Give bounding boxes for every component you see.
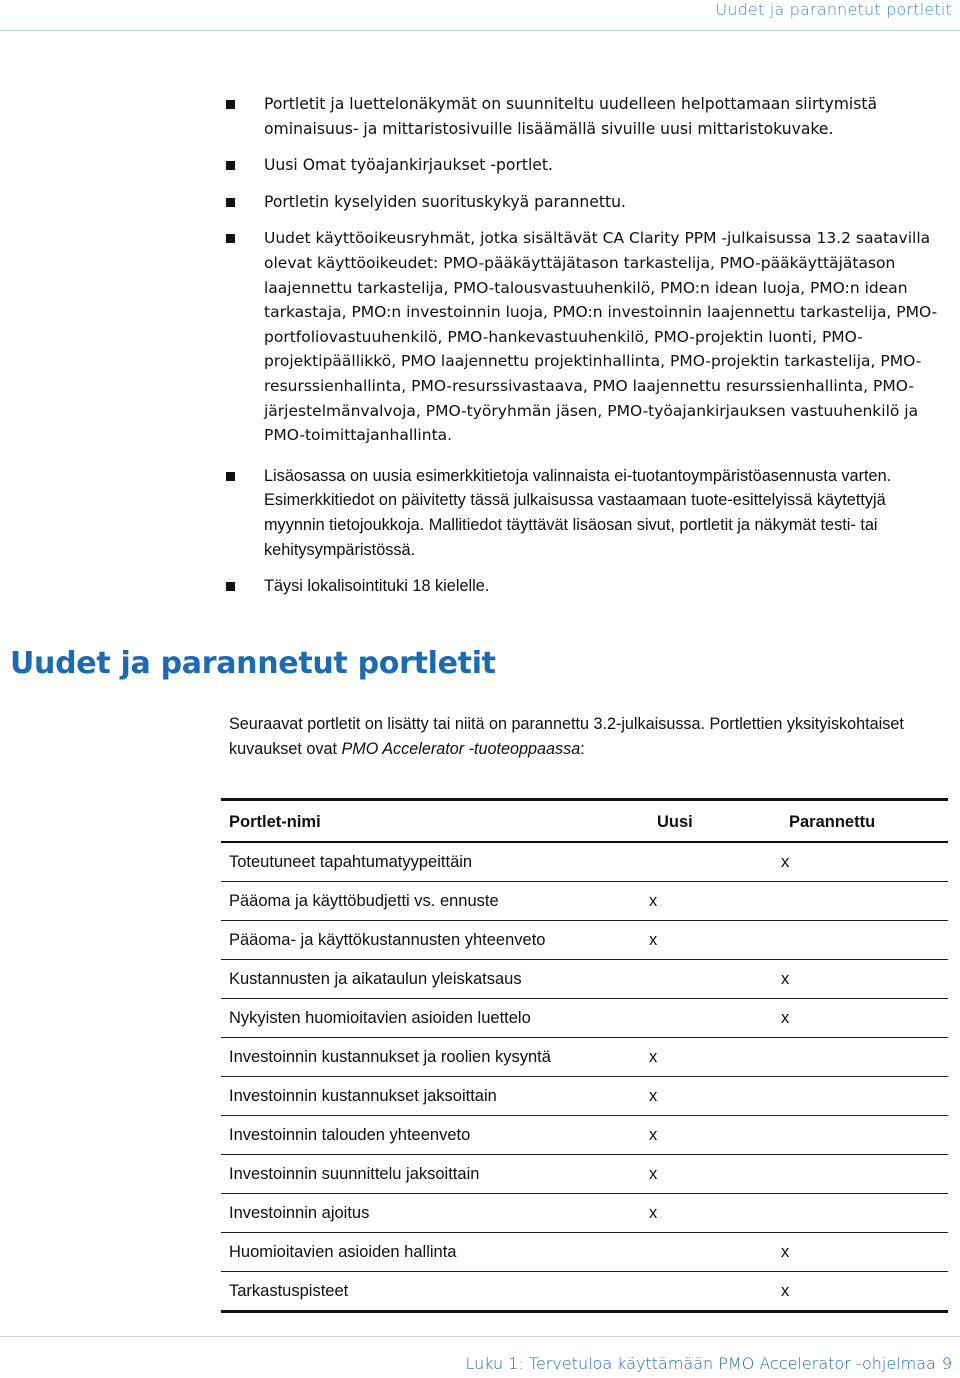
cell-new-mark: x xyxy=(649,921,781,960)
table-row xyxy=(221,1272,948,1312)
bullet-text: Täysi lokalisointituki 18 kielelle. xyxy=(264,577,490,596)
footer-chapter: Luku 1: Tervetuloa käyttämään PMO Accelerator -ohjelmaa xyxy=(465,1354,936,1373)
cell-new-mark: x xyxy=(649,1116,781,1155)
section-intro xyxy=(229,712,929,761)
bullet-square-icon xyxy=(226,582,235,591)
cell-portlet-name: Tarkastuspisteet xyxy=(221,1272,649,1312)
column-header-improved: Parannettu xyxy=(781,800,948,843)
cell-new-mark xyxy=(649,1272,781,1312)
bullet-square-icon xyxy=(226,100,235,109)
guide-title: PMO Accelerator -tuoteoppaassa xyxy=(341,739,581,758)
cell-portlet-name: Investoinnin ajoitus xyxy=(221,1194,649,1233)
table-row xyxy=(221,960,948,999)
bullet-square-icon xyxy=(226,198,235,207)
cell-improved-mark: x xyxy=(781,960,948,999)
cell-improved-mark xyxy=(781,1116,948,1155)
intro-end: : xyxy=(580,739,585,758)
section-title: Uudet ja parannetut portletit xyxy=(10,646,496,681)
cell-new-mark: x xyxy=(649,1194,781,1233)
table-row xyxy=(221,921,948,960)
cell-improved-mark xyxy=(781,1077,948,1116)
header-rule xyxy=(0,30,960,31)
bullet-text: Uusi Omat työajankirjaukset -portlet. xyxy=(264,156,553,175)
cell-new-mark xyxy=(649,842,781,882)
cell-improved-mark: x xyxy=(781,1233,948,1272)
cell-portlet-name: Investoinnin kustannukset ja roolien kysyntä xyxy=(221,1038,649,1077)
cell-portlet-name: Huomioitavien asioiden hallinta xyxy=(221,1233,649,1272)
table-row xyxy=(221,1038,948,1077)
intro-text: Seuraavat portletit on lisätty tai niitä on parannettu 3.2-julkaisussa. Portlettien yksityiskohtaiset kuvaukset ovat xyxy=(229,715,904,758)
bullet-text: Portletin kyselyiden suorituskykyä parannettu. xyxy=(264,192,626,211)
running-header: Uudet ja parannetut portletit xyxy=(715,0,952,19)
column-header-new: Uusi xyxy=(649,800,781,843)
table-row xyxy=(221,1194,948,1233)
table-header-row xyxy=(221,800,948,843)
cell-new-mark: x xyxy=(649,1038,781,1077)
bullet-item xyxy=(0,92,960,141)
cell-portlet-name: Investoinnin kustannukset jaksoittain xyxy=(221,1077,649,1116)
cell-new-mark: x xyxy=(649,1155,781,1194)
cell-new-mark xyxy=(649,960,781,999)
cell-improved-mark xyxy=(781,882,948,921)
cell-new-mark: x xyxy=(649,1077,781,1116)
cell-improved-mark xyxy=(781,1038,948,1077)
cell-portlet-name: Kustannusten ja aikataulun yleiskatsaus xyxy=(221,960,649,999)
cell-improved-mark: x xyxy=(781,1272,948,1312)
cell-improved-mark xyxy=(781,1155,948,1194)
table-row xyxy=(221,1233,948,1272)
bullet-text: Portletit ja luettelonäkymät on suunniteltu uudelleen helpottamaan siirtymistä ominaisuus- ja mittaristosivuille lisäämällä sivuille uusi mittaristokuvake. xyxy=(264,95,878,138)
cell-portlet-name: Toteutuneet tapahtumatyypeittäin xyxy=(221,842,649,882)
cell-improved-mark: x xyxy=(781,842,948,882)
cell-improved-mark xyxy=(781,1194,948,1233)
bullet-square-icon xyxy=(226,472,235,481)
cell-portlet-name: Investoinnin talouden yhteenveto xyxy=(221,1116,649,1155)
bullet-item xyxy=(0,226,960,447)
bullet-square-icon xyxy=(226,161,235,170)
table-row xyxy=(221,1077,948,1116)
cell-portlet-name: Nykyisten huomioitavien asioiden luettelo xyxy=(221,999,649,1038)
bullet-text: Lisäosassa on uusia esimerkkitietoja valinnaista ei-tuotantoympäristöasennusta varten. Esimerkkitiedot on päivitetty tässä julkaisussa vastaamaan tuote-esittelyissä käytettyjä myynnin tietojoukkoja. Mallitiedot täyttävät lisäosan sivut, portletit ja näkymät testi- tai kehitysympäristössä. xyxy=(264,466,892,559)
portlet-table xyxy=(221,798,948,1313)
bullet-text: Uudet käyttöoikeusryhmät, jotka sisältävät CA Clarity PPM -julkaisussa 13.2 saatavilla olevat käyttöoikeudet: PMO-pääkäyttäjätason tarkastelija, PMO-pääkäyttäjätason laajennettu tarkastelija, PMO-talousvastuuhenkilö, PMO:n idean luoja, PMO:n idean tarkastaja, PMO:n investoinnin luoja, PMO:n investoinnin laajennettu tarkastelija, PMO-portfoliovastuuhenkilö, PMO-hankevastuuhenkilö, PMO-projektin luonti, PMO-projektipäällikkö, PMO laajennettu projektinhallinta, PMO-projektin tarkastelija, PMO-resurssienhallinta, PMO-resurssivastaava, PMO laajennettu resurssienhallinta, PMO-järjestelmänvalvoja, PMO-työryhmän jäsen, PMO-työajankirjauksen vastuuhenkilö ja PMO-toimittajanhallinta. xyxy=(264,229,938,445)
cell-new-mark xyxy=(649,999,781,1038)
feature-bullet-list xyxy=(0,92,960,611)
column-header-name: Portlet-nimi xyxy=(221,800,649,843)
cell-portlet-name: Pääoma ja käyttöbudjetti vs. ennuste xyxy=(221,882,649,921)
bullet-item xyxy=(0,153,960,178)
cell-improved-mark xyxy=(781,921,948,960)
cell-portlet-name: Investoinnin suunnittelu jaksoittain xyxy=(221,1155,649,1194)
cell-new-mark: x xyxy=(649,882,781,921)
bullet-item xyxy=(0,574,960,599)
cell-improved-mark: x xyxy=(781,999,948,1038)
footer-rule xyxy=(0,1336,960,1337)
table-row xyxy=(221,842,948,882)
bullet-item xyxy=(0,464,960,562)
table-row xyxy=(221,999,948,1038)
bullet-square-icon xyxy=(226,234,235,243)
table-row xyxy=(221,882,948,921)
cell-portlet-name: Pääoma- ja käyttökustannusten yhteenveto xyxy=(221,921,649,960)
page-footer xyxy=(465,1354,952,1373)
bullet-item xyxy=(0,190,960,215)
cell-new-mark xyxy=(649,1233,781,1272)
table-row xyxy=(221,1116,948,1155)
page-number: 9 xyxy=(941,1354,952,1373)
table-row xyxy=(221,1155,948,1194)
